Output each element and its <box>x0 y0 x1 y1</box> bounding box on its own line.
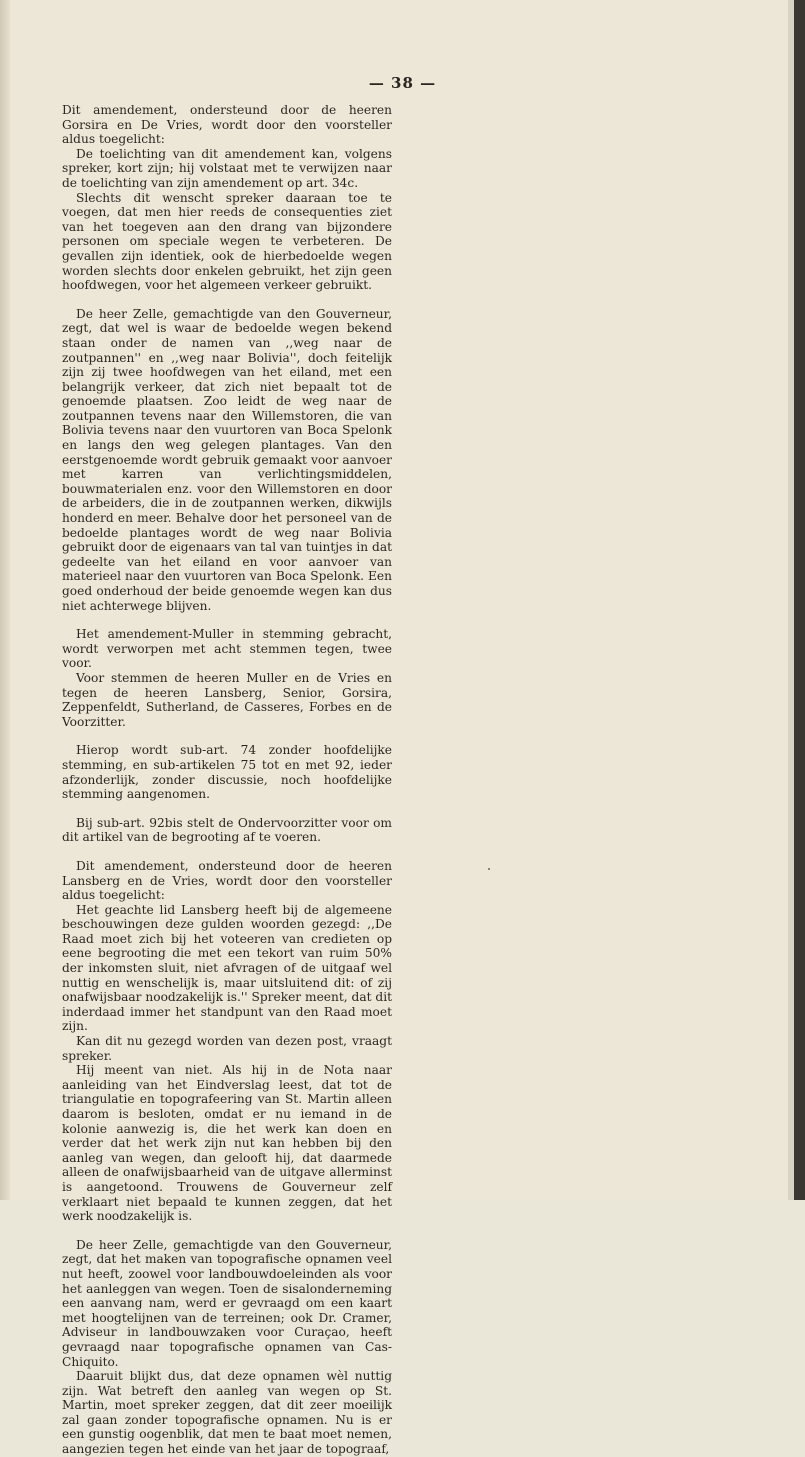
paragraph: Hij meent van niet. Als hij in de Nota naar aanleiding van het Eindverslag leest, dat tot de triangulatie en topografeering van St. Martin alleen daarom is besloten, omdat er nu iemand in de kolonie aanwezig is, die het werk kan doen en verder dat het werk zijn nut kan hebben bij den aanleg van wegen, dan gelooft hij, dat daarmede alleen de onafwijsbaarheid van de uitgave allerminst is aangetoond. Trouwens de Gouverneur zelf verklaart niet bepaald te kunnen zeggen, dat het werk noodzakelijk is. <box>62 1063 392 1224</box>
speck <box>488 868 490 870</box>
paragraph: Hierop wordt sub-art. 74 zonder hoofdelijke stemming, en sub-artikelen 75 tot en met 92, ieder afzonderlijk, zonder discussie, noch hoofdelijke stemming aangenomen. <box>62 743 392 802</box>
document-body <box>62 103 392 1457</box>
paragraph: De heer Zelle, gemachtigde van den Gouverneur, zegt, dat het maken van topografische opnamen veel nut heeft, zoowel voor landbouwdoeleinden als voor het aanleggen van wegen. Toen de sisalonderneming een aanvang nam, werd er gevraagd om een kaart met hoogtelijnen van de terreinen; ook Dr. Cramer, Adviseur in landbouwzaken voor Curaçao, heeft gevraagd naar topografische opnamen van Cas-Chiquito. <box>62 1237 392 1369</box>
page-number: — 38 — <box>368 74 437 92</box>
paragraph: Het amendement-Muller in stemming gebracht, wordt verworpen met acht stemmen tegen, twee voor. <box>62 627 392 671</box>
scan-right-border <box>788 0 805 1200</box>
paragraph: De toelichting van dit amendement kan, volgens spreker, kort zijn; hij volstaat met te verwijzen naar de toelichting van zijn amendement op art. 34c. <box>62 146 392 190</box>
page-left-edge <box>0 0 10 1200</box>
paragraph: Voor stemmen de heeren Muller en de Vries en tegen de heeren Lansberg, Senior, Gorsira, Zeppenfeldt, Sutherland, de Casseres, Forbes en de Voorzitter. <box>62 670 392 729</box>
paragraph: Bij sub-art. 92bis stelt de Ondervoorzitter voor om dit artikel van de begrooting af te voeren. <box>62 815 392 845</box>
paragraph: Daaruit blijkt dus, dat deze opnamen wèl nuttig zijn. Wat betreft den aanleg van wegen op St. Martin, moet spreker zeggen, dat dit zeer moeilijk zal gaan zonder topografische opnamen. Nu is er een gunstig oogenblik, dat men te baat moet nemen, aangezien tegen het einde van het jaar de topograaf, <box>62 1369 392 1457</box>
paragraph: De heer Zelle, gemachtigde van den Gouverneur, zegt, dat wel is waar de bedoelde wegen bekend staan onder de namen van ,,weg naar de zoutpannen'' en ,,weg naar Bolivia'', doch feitelijk zijn zij twee hoofdwegen van het eiland, met een belangrijk verkeer, dat zich niet bepaalt tot de genoemde plaatsen. Zoo leidt de weg naar de zoutpannen tevens naar den Willemstoren, die van Bolivia tevens naar den vuurtoren van Boca Spelonk en langs den weg gelegen plantages. Van den eerstgenoemde wordt gebruik gemaakt voor aanvoer met karren van verlichtingsmiddelen, bouwmaterialen enz. voor den Willemstoren en door de arbeiders, die in de zoutpannen werken, dikwijls honderd en meer. Behalve door het personeel van de bedoelde plantages wordt de weg naar Bolivia gebruikt door de eigenaars van tal van tuintjes in dat gedeelte van het eiland en voor aanvoer van materieel naar den vuurtoren van Boca Spelonk. Een goed onderhoud der beide genoemde wegen kan dus niet achterwege blijven. <box>62 306 392 613</box>
paragraph: Kan dit nu gezegd worden van dezen post, vraagt spreker. <box>62 1034 392 1063</box>
scan-dark-border <box>794 0 805 1200</box>
paragraph: Slechts dit wenscht spreker daaraan toe te voegen, dat men hier reeds de consequenties ziet van het toegeven aan den drang van bijzondere personen om speciale wegen te verbeteren. De gevallen zijn identiek, ook de hierbedoelde wegen worden slechts door enkelen gebruikt, het zijn geen hoofdwegen, voor het algemeen verkeer gebruikt. <box>62 190 392 293</box>
paragraph: Dit amendement, ondersteund door de heeren Lansberg en de Vries, wordt door den voorsteller aldus toegelicht: <box>62 858 392 903</box>
paragraph: Het geachte lid Lansberg heeft bij de algemeene beschouwingen deze gulden woorden gezegd: ,,De Raad moet zich bij het voteeren van credieten op eene begrooting die met een tekort van ruim 50% der inkomsten sluit, niet afvragen of de uitgaaf wel nuttig en wenschelijk is, maar uitsluitend dit: of zij onafwijsbaar noodzakelijk is.'' Spreker meent, dat dit inderdaad immer het standpunt van den Raad moet zijn. <box>62 902 392 1034</box>
paragraph: Dit amendement, ondersteund door de heeren Gorsira en De Vries, wordt door den voorsteller aldus toegelicht: <box>62 103 392 147</box>
